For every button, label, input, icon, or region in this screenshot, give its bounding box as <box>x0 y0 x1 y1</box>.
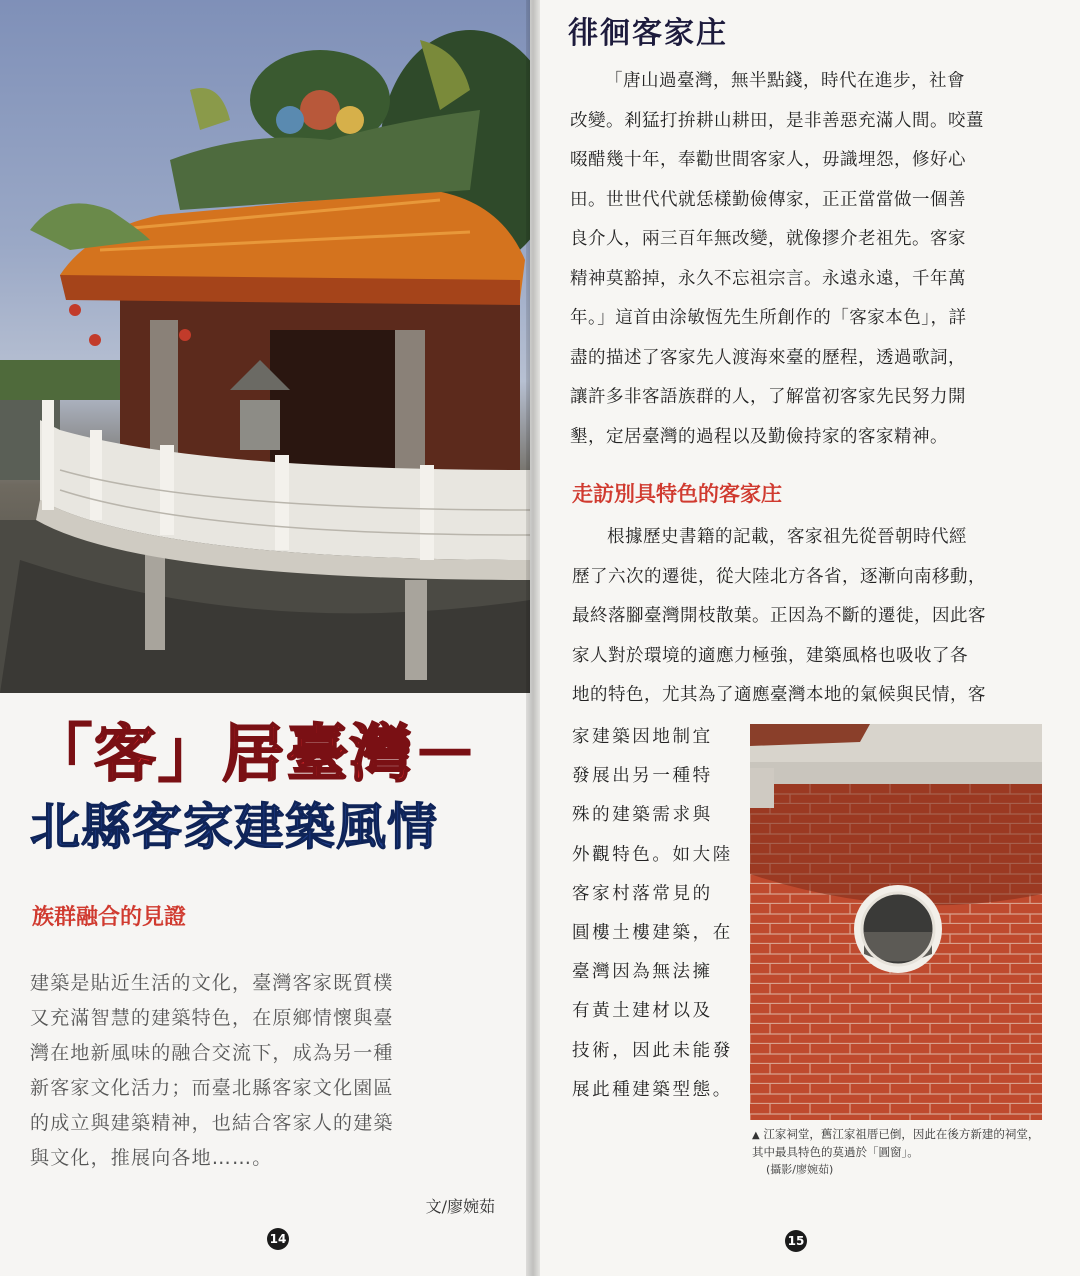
column-line: 臺灣因為無法擁 <box>572 962 713 983</box>
column-line: 殊的建築需求與 <box>572 805 713 826</box>
paragraph-line: 年。」這首由涂敏恆先生所創作的「客家本色」，詳 <box>570 308 967 328</box>
paragraph-line: 墾，定居臺灣的過程以及勤儉持家的客家精神。 <box>570 426 948 447</box>
page-number-left: 14 <box>267 1228 289 1250</box>
left-page <box>0 0 532 1276</box>
left-subtitle: 族群融合的見證 <box>32 905 187 930</box>
column-line: 展此種建築型態。 <box>572 1079 733 1100</box>
column-line: 圓樓土樓建築，在 <box>572 923 733 944</box>
column-line: 外觀特色。如大陸 <box>572 844 733 865</box>
right-subtitle: 走訪別具特色的客家庄 <box>572 482 782 506</box>
left-body-line: 新客家文化活力；而臺北縣客家文化園區 <box>30 1077 394 1099</box>
paragraph-line: 良介人，兩三百年無改變，就像摎介老祖先。客家 <box>570 229 966 249</box>
right-column-text <box>572 718 740 1110</box>
column-line: 家建築因地制宜 <box>572 727 713 747</box>
book-spine <box>526 0 540 1276</box>
paragraph-line: 家人對於環境的適應力極強，建築風格也吸收了各 <box>572 645 968 666</box>
column-line: 發展出另一種特 <box>572 766 713 787</box>
paragraph-line: 改變。剎猛打拚耕山耕田，是非善惡充滿人間。咬薑 <box>570 110 984 131</box>
caption-text: 江家祠堂，舊江家祖厝已倒，因此在後方新建的祠堂，其中最具特色的莫過於「圓窗」。 <box>752 1127 1040 1159</box>
paragraph-line: 「唐山過臺灣，無半點錢，時代在進步，社會 <box>605 71 965 91</box>
left-body-line: 與文化，推展向各地……。 <box>30 1147 273 1169</box>
left-body-line: 灣在地新風味的融合交流下，成為另一種 <box>30 1042 394 1064</box>
paragraph-line: 歷了六次的遷徙，從大陸北方各省，逐漸向南移動， <box>572 566 986 587</box>
paragraph-line: 根據歷史書籍的記載，客家祖先從晉朝時代經 <box>607 527 967 547</box>
paragraph-line: 啜醋幾十年，奉勸世間客家人，毋識埋怨，修好心 <box>570 150 966 170</box>
title-line-1: 「客」居臺灣－ <box>30 717 479 790</box>
paragraph-line: 盡的描述了客家先人渡海來臺的歷程，透過歌詞， <box>570 347 966 368</box>
paragraph-line: 最終落腳臺灣開枝散葉。正因為不斷的遷徙，因此客 <box>572 606 986 626</box>
left-body-line: 又充滿智慧的建築特色，在原鄉情懷與臺 <box>30 1007 394 1029</box>
brick-wall-photo <box>750 724 1042 1120</box>
paragraph-line: 田。世世代代就恁樣勤儉傳家，正正當當做一個善 <box>570 189 966 210</box>
caption-credit: (攝影/廖婉茹) <box>766 1163 834 1176</box>
paragraph-line: 精神莫豁掉，永久不忘祖宗言。永遠永遠，千年萬 <box>570 268 966 289</box>
right-paragraph-2 <box>572 518 1042 716</box>
author-credit: 文/廖婉茹 <box>425 1197 495 1216</box>
main-title <box>30 717 510 857</box>
temple-photo <box>0 0 530 693</box>
column-line: 客家村落常見的 <box>572 883 713 904</box>
column-line: 技術，因此未能發 <box>572 1040 733 1061</box>
caption-marker: ▲ <box>752 1130 760 1141</box>
left-body-line: 的成立與建築精神，也結合客家人的建築 <box>30 1112 394 1134</box>
left-body-text <box>30 966 502 1176</box>
paragraph-line: 地的特色，尤其為了適應臺灣本地的氣候與民情，客 <box>572 685 986 705</box>
page-number-right: 15 <box>785 1230 807 1252</box>
column-line: 有黃土建材以及 <box>572 1001 713 1022</box>
section-title: 徘徊客家庄 <box>568 16 728 51</box>
photo-caption <box>752 1126 1048 1178</box>
title-line-2: 北縣客家建築風情 <box>30 798 438 857</box>
paragraph-line: 讓許多非客語族群的人，了解當初客家先民努力開 <box>570 387 966 407</box>
left-body-line: 建築是貼近生活的文化，臺灣客家既質樸 <box>30 972 394 994</box>
right-paragraph-1 <box>570 62 1040 457</box>
